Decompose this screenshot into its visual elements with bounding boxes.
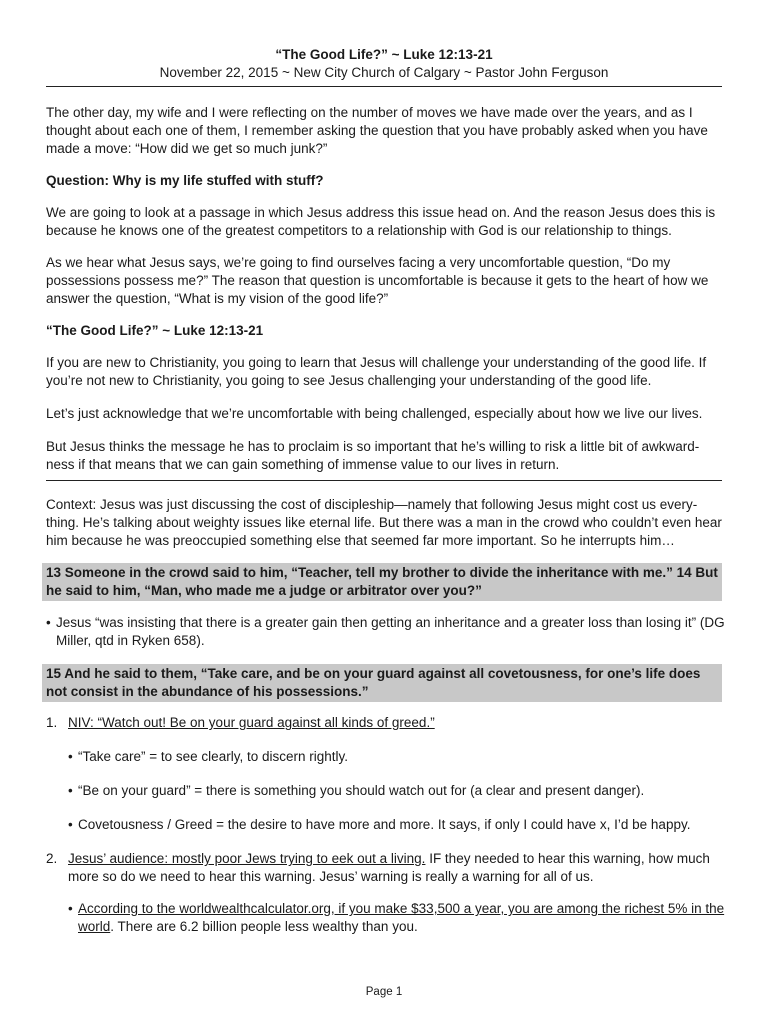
- passage-heading: “The Good Life?” ~ Luke 12:13-21: [46, 323, 264, 338]
- bullet-text: Jesus “was insisting that there is a greater gain then getting an inheritance and a greater loss than losing it” (DG Miller, qtd in Ryken 658).: [56, 615, 725, 648]
- verse-13-14-highlight: 13 Someone in the crowd said to him, “Teacher, tell my brother to divide the inheritance with me.” 14 But he said to him, “Man, who made me a judge or arbitrator over you?”: [42, 563, 722, 601]
- bullet-marker: •: [68, 783, 73, 798]
- paragraph-new-to-christianity: If you are new to Christianity, you going to learn that Jesus will challenge your understanding of the good life. If you’re not new to Christianity, you going to see Jesus challenging your understanding of the good life.: [46, 355, 707, 388]
- sub-bullet-take-care: [68, 748, 728, 766]
- sub-bullet-guard: [68, 782, 728, 800]
- context-divider: [46, 480, 722, 481]
- bullet-text: “Take care” = to see clearly, to discern rightly.: [78, 749, 348, 764]
- point-text: [46, 850, 726, 886]
- bullet-text: Covetousness / Greed = the desire to have more and more. It says, if only I could have x, I’d be happy.: [78, 817, 691, 832]
- bullet-text: “Be on your guard” = there is something you should watch out for (a clear and present danger).: [78, 783, 645, 798]
- audience-rest: IF they needed to hear this warning, how much more so do we need to hear this warning. Jesus’ warning is really a warning for all of us.: [68, 851, 710, 884]
- sermon-title: “The Good Life?” ~ Luke 12:13-21: [275, 47, 493, 62]
- audience-underlined: Jesus’ audience: mostly poor Jews trying to eek out a living.: [68, 851, 426, 866]
- intro-paragraph: The other day, my wife and I were reflecting on the number of moves we have made over the years, and as I thought about each one of them, I remember asking the question that you have probably asked when you have made a move: “How did we get so much junk?”: [46, 105, 708, 156]
- bullet-marker: •: [68, 817, 73, 832]
- point-number: 1.: [46, 715, 58, 730]
- verse-15-highlight: 15 And he said to them, “Take care, and be on your guard against all covetousness, for one’s life does not consist in the abundance of his possessions.”: [42, 664, 722, 702]
- bullet-wealth-calculator: [68, 900, 728, 936]
- wealth-underlined: According to the worldwealthcalculator.org, if you make $33,500 a year, you are among the richest 5% in the world: [78, 901, 725, 934]
- point-1: [46, 714, 726, 732]
- bullet-marker: •: [68, 749, 73, 764]
- bullet-marker: •: [68, 901, 73, 916]
- sub-bullet-covetousness: [68, 816, 728, 834]
- wealth-rest: . There are 6.2 billion people less wealthy than you.: [110, 919, 418, 934]
- bullet-marker: •: [46, 615, 51, 630]
- bullet-jesus-insisting: [46, 614, 726, 650]
- header-divider: [46, 86, 722, 87]
- point-text: NIV: “Watch out! Be on your guard against all kinds of greed.”: [68, 715, 435, 730]
- context-paragraph: Context: Jesus was just discussing the cost of discipleship—namely that following Jesus might cost us every-thing. He’s talking about weighty issues like eternal life. But there was a man in the crowd who couldn’t even hear him because he was preoccupied something else that seemed far more important. So he interrupts him…: [46, 497, 722, 548]
- sermon-subtitle: November 22, 2015 ~ New City Church of Calgary ~ Pastor John Ferguson: [159, 65, 609, 80]
- question-heading: Question: Why is my life stuffed with stuff?: [46, 173, 324, 188]
- paragraph-possessions: As we hear what Jesus says, we’re going to find ourselves facing a very uncomfortable question, “Do my possessions possess me?” The reason that question is uncomfortable is because it gets to the heart of how we answer the question, “What is my vision of the good life?”: [46, 255, 709, 306]
- paragraph-acknowledge: Let’s just acknowledge that we’re uncomfortable with being challenged, especially about how we live our lives.: [46, 406, 703, 421]
- bullet-text: [68, 900, 728, 936]
- point-number: 2.: [46, 851, 58, 866]
- paragraph-awkwardness: But Jesus thinks the message he has to proclaim is so important that he’s willing to risk a little bit of awkward-ness if that means that we can gain something of immense value to our lives in return.: [46, 439, 700, 472]
- page-number: Page 1: [365, 986, 403, 998]
- point-2: [46, 850, 726, 886]
- paragraph-address: We are going to look at a passage in which Jesus address this issue head on. And the reason Jesus does this is because he knows one of the greatest competitors to a relationship with God is our relationship to things.: [46, 205, 716, 238]
